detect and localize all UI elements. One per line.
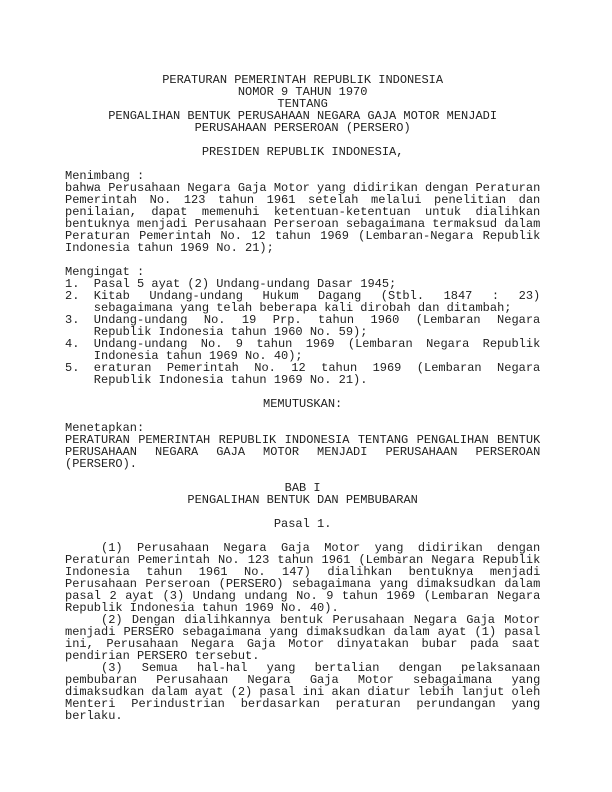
text-line-body: Peraturan Pemerintah No. 12 tahun 1969 (Lembaran-Negara Republik	[65, 230, 541, 242]
text-line-list-item	[65, 350, 540, 362]
blank-line	[65, 254, 540, 266]
blank-line	[65, 386, 540, 398]
text-line-body: ini, Perusahaan Negara Gaja Motor dinyatakan bubar pada saat	[65, 638, 541, 650]
text-line-body: (1) Perusahaan Negara Gaja Motor yang didirikan dengan	[101, 542, 541, 554]
text-line-body: PERUSAHAAN NEGARA GAJA MOTOR MENJADI PERUSAHAAN PERSEROAN	[65, 446, 541, 458]
list-marker	[65, 326, 94, 338]
text-line-body: menjadi PERSERO sebagaimana yang dimaksudkan dalam ayat (1) pasal	[65, 626, 541, 638]
text-line-body: bentuknya menjadi Perusahaan Perseroan sebagaimana termaksud dalam	[65, 218, 541, 230]
text-line-title: TENTANG	[277, 98, 328, 110]
list-item-text: eraturan Pemerintah No. 12 tahun 1969 (Lembaran Negara	[93, 362, 541, 374]
text-line-list-item	[65, 362, 540, 374]
text-line-heading: MEMUTUSKAN:	[263, 398, 343, 410]
blank-line	[65, 470, 540, 482]
text-line-body: (PERSERO).	[65, 458, 138, 470]
text-line-list-item	[65, 314, 540, 326]
text-line-body: Perusahaan Perseroan (PERSERO) sebagaimana yang dimaksudkan dalam	[65, 578, 541, 590]
list-item-text: sebagaimana yang telah beberapa kali dirobah dan ditambah;	[93, 302, 512, 314]
text-line-list-item	[65, 302, 540, 314]
text-line-body: Peraturan Pemerintah No. 123 tahun 1961 (Lembaran Negara Republik	[65, 554, 541, 566]
text-line-list-item	[65, 374, 540, 386]
text-line-list-item	[65, 278, 540, 290]
text-line-body: bahwa Perusahaan Negara Gaja Motor yang didirikan dengan Peraturan	[65, 182, 541, 194]
blank-line	[65, 506, 540, 518]
text-line-body: pasal 2 ayat (3) Undang undang No. 9 tahun 1969 (Lembaran Negara	[65, 590, 541, 602]
text-line-section-label: Menimbang :	[65, 170, 145, 182]
text-line-salutation: PRESIDEN REPUBLIK INDONESIA,	[201, 146, 404, 158]
list-marker: 5.	[65, 362, 80, 374]
blank-line	[65, 410, 540, 422]
blank-line	[65, 530, 540, 542]
list-marker	[65, 374, 94, 386]
list-marker	[65, 350, 94, 362]
list-item-text: Indonesia tahun 1969 No. 40);	[93, 350, 303, 362]
text-line-title: NOMOR 9 TAHUN 1970	[237, 86, 368, 98]
list-marker: 2.	[65, 290, 80, 302]
list-marker: 3.	[65, 314, 80, 326]
text-line-heading: Pasal 1.	[273, 518, 332, 530]
list-item-text: Kitab Undang-undang Hukum Dagang (Stbl. 1847 : 23)	[93, 290, 541, 302]
blank-line	[65, 158, 540, 170]
text-line-body: (3) Semua hal-hal yang bertalian dengan pelaksanaan	[101, 662, 541, 674]
blank-line	[65, 134, 540, 146]
text-line-list-item	[65, 338, 540, 350]
text-line-body: Menteri Perindustrian berdasarkan peraturan perundangan yang	[65, 698, 541, 710]
text-line-list-item	[65, 290, 540, 302]
text-line-body: Indonesia tahun 1961 No. 147) dialihkan bentuknya menjadi	[65, 566, 541, 578]
text-line-body: penilaian, dapat memenuhi ketentuan-ketentuan untuk dialihkan	[65, 206, 541, 218]
text-line-body: PERATURAN PEMERINTAH REPUBLIK INDONESIA TENTANG PENGALIHAN BENTUK	[65, 434, 541, 446]
text-line-body: pembubaran Perusahaan Negara Gaja Motor sebagaimana yang	[65, 674, 541, 686]
text-line-body: (2) Dengan dialihkannya bentuk Perusahaan Negara Gaja Motor	[101, 614, 541, 626]
document-text	[65, 74, 540, 722]
text-line-body: berlaku.	[65, 710, 123, 722]
text-line-body: Indonesia tahun 1969 No. 21);	[65, 242, 274, 254]
list-item-text: Republik Indonesia tahun 1960 No. 59);	[93, 326, 368, 338]
text-line-list-item	[65, 326, 540, 338]
text-line-heading: BAB I	[284, 482, 321, 494]
text-line-body: dimaksudkan dalam ayat (2) pasal ini akan diatur lebih lanjut oleh	[65, 686, 541, 698]
text-line-body: Republik Indonesia tahun 1969 No. 40).	[65, 602, 339, 614]
text-line-section-label: Menetapkan:	[65, 422, 145, 434]
text-line-title: PERUSAHAAN PERSEROAN (PERSERO)	[194, 122, 411, 134]
text-line-title: PENGALIHAN BENTUK PERUSAHAAN NEGARA GAJA MOTOR MENJADI	[108, 110, 498, 122]
text-line-body: pendirian PERSERO tersebut.	[65, 650, 260, 662]
list-item-text: Pasal 5 ayat (2) Undang-undang Dasar 1945;	[93, 278, 397, 290]
list-item-text: Undang-undang No. 19 Prp. tahun 1960 (Lembaran Negara	[93, 314, 541, 326]
text-line-heading: PENGALIHAN BENTUK DAN PEMBUBARAN	[187, 494, 418, 506]
text-line-title: PERATURAN PEMERINTAH REPUBLIK INDONESIA	[162, 74, 444, 86]
list-item-text: Republik Indonesia tahun 1969 No. 21).	[93, 374, 368, 386]
list-item-text: Undang-undang No. 9 tahun 1969 (Lembaran Negara Republik	[93, 338, 541, 350]
text-line-body: Pemerintah No. 123 tahun 1961 setelah melalui penelitian dan	[65, 194, 541, 206]
list-marker	[65, 302, 94, 314]
list-marker: 4.	[65, 338, 80, 350]
text-line-section-label: Mengingat :	[65, 266, 145, 278]
list-marker: 1.	[65, 278, 80, 290]
